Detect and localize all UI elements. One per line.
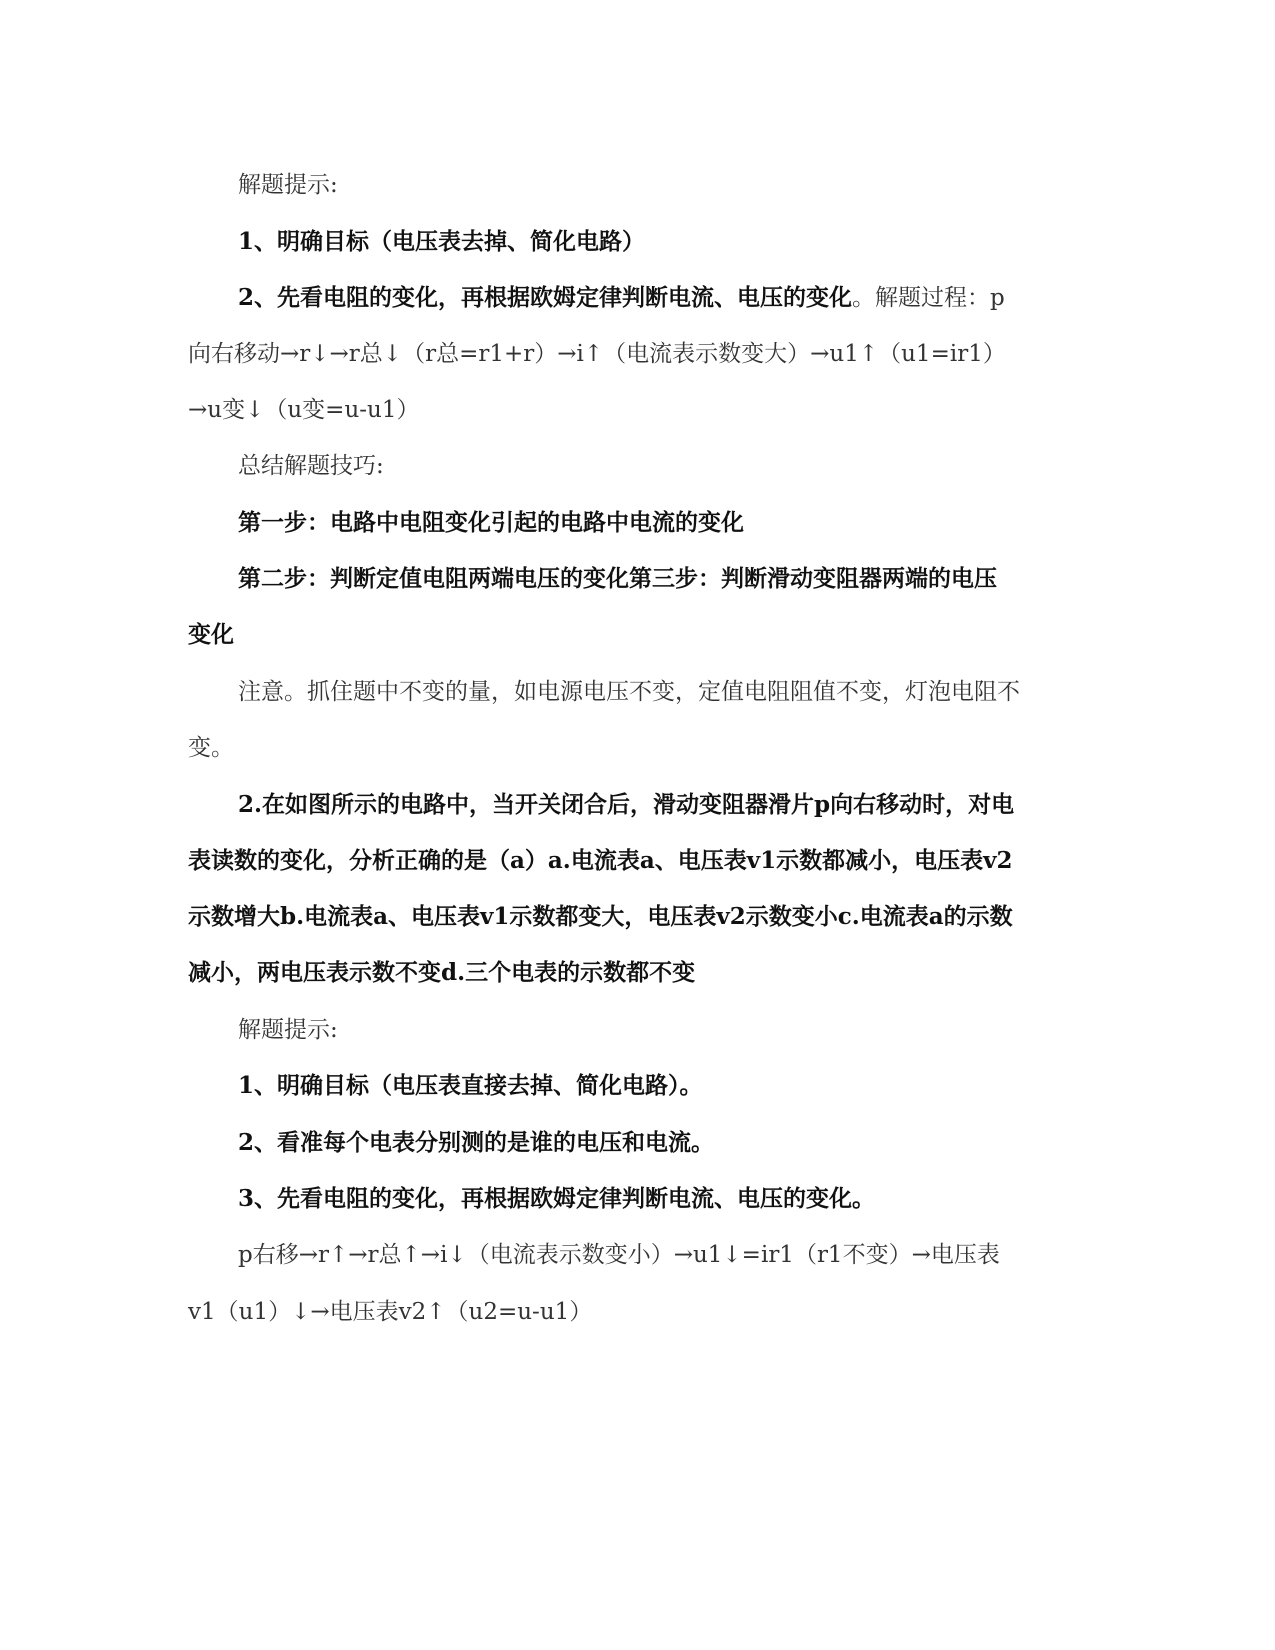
question-2-line-3: 示数增大b.电流表a、电压表v1示数都变大，电压表v2示数变小c.电流表a的示数 [188,903,1013,930]
hint-step-1: 1、明确目标（电压表去掉、简化电路） [238,228,646,255]
question-2-line-1: 2.在如图所示的电路中，当开关闭合后，滑动变阻器滑片p向右移动时，对电 [238,791,1015,818]
hint-step-2-bold: 2、先看电阻的变化，再根据欧姆定律判断电流、电压的变化 [238,284,853,311]
hint-step-2 [238,283,1088,313]
note-line-2: 变。 [188,735,234,761]
hint2-step-1: 1、明确目标（电压表直接去掉、简化电路）。 [238,1072,703,1099]
process2-line-1: p右移→r↑→r总↑→i↓（电流表示数变小）→u1↓=ir1（r1不变）→电压表 [238,1242,1000,1268]
hint2-step-2: 2、看准每个电表分别测的是谁的电压和电流。 [238,1129,715,1156]
hint-heading: 解题提示: [238,172,338,198]
note-line-1: 注意。抓住题中不变的量，如电源电压不变，定值电阻阻值不变，灯泡电阻不 [238,679,1020,705]
hint2-step-3: 3、先看电阻的变化，再根据欧姆定律判断电流、电压的变化。 [238,1185,876,1212]
process2-line-2: v1（u1）↓→电压表v2↑（u2=u-u1） [188,1299,593,1325]
summary-heading: 总结解题技巧: [238,453,384,479]
hint-step-2-process: 。解题过程：p [852,285,1005,311]
process-line-1: 向右移动→r↓→r总↓（r总=r1+r）→i↑（电流表示数变大）→u1↑（u1=ir1） [188,341,1006,367]
question-2-line-4: 减小，两电压表示数不变d.三个电表的示数都不变 [188,959,696,986]
summary-step-1: 第一步：电路中电阻变化引起的电路中电流的变化 [238,509,744,536]
question-2-line-2: 表读数的变化，分析正确的是（a）a.电流表a、电压表v1示数都减小，电压表v2 [188,847,1013,874]
summary-step-2-cont: 变化 [188,621,234,648]
hint-heading-2: 解题提示: [238,1017,338,1043]
process-line-2: →u变↓（u变=u-u1） [188,397,420,423]
summary-step-2: 第二步：判断定值电阻两端电压的变化第三步：判断滑动变阻器两端的电压 [238,565,997,592]
